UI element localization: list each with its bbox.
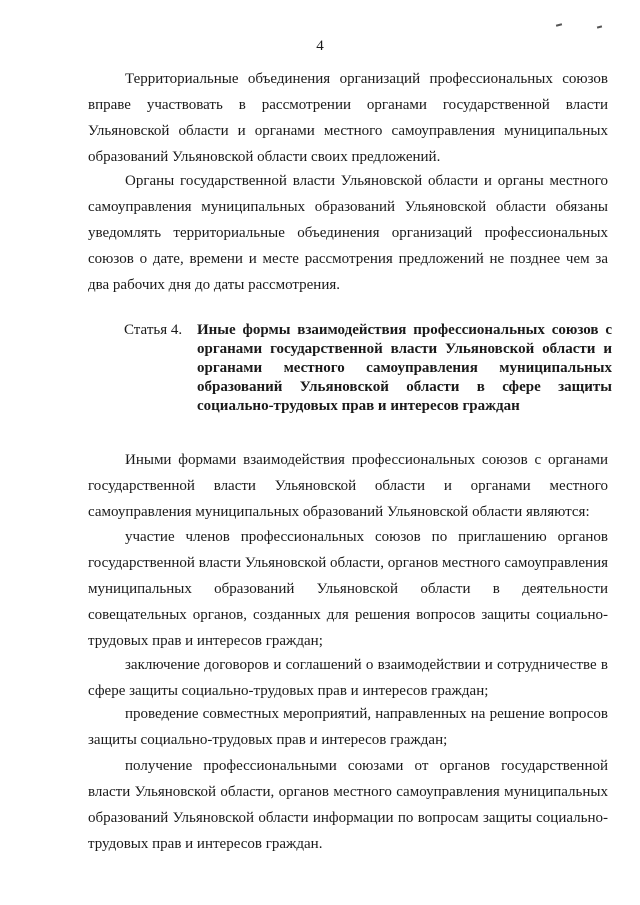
list-item-4: получение профессиональными союзами от органов государственной власти Ульяновской области, органов местного самоуправления муниципальных образований Ульяновской области информации по вопросам защиты социально-трудовых прав и интересов граждан. bbox=[88, 758, 608, 852]
paragraph-3: Иными формами взаимодействия профессиональных союзов с органами государственной власти Ульяновской области и органами местного самоуправления муниципальных образований Ульяновской области являются: bbox=[88, 452, 608, 520]
list-item-1: участие членов профессиональных союзов по приглашению органов государственной власти Ульяновской области, органов местного самоуправления муниципальных образований Ульяновской области в деятельности совещательных органов, созданных для решения вопросов защиты социально-трудовых прав и интересов граждан; bbox=[88, 529, 608, 649]
article-title: Иные формы взаимодействия профессиональных союзов с органами государственной власти Ульяновской области и органами местного самоуправления муниципальных образований Ульяновской области в сфере защиты социально-трудовых прав и интересов граждан bbox=[197, 322, 612, 414]
article-label: Статья 4. bbox=[124, 322, 183, 338]
list-item-2: заключение договоров и соглашений о взаимодействии и сотрудничестве в сфере защиты социально-трудовых прав и интересов граждан; bbox=[88, 657, 608, 699]
scan-mark bbox=[597, 25, 602, 28]
scan-mark bbox=[556, 23, 562, 26]
page-number: 4 bbox=[316, 38, 324, 54]
list-item-3: проведение совместных мероприятий, направленных на решение вопросов защиты социально-трудовых прав и интересов граждан; bbox=[88, 706, 608, 748]
paragraph-2: Органы государственной власти Ульяновской области и органы местного самоуправления муниципальных образований Ульяновской области обязаны уведомлять территориальные объединения организаций профессиональных союзов о дате, времени и месте рассмотрения предложений не позднее чем за два рабочих дня до даты рассмотрения. bbox=[88, 173, 608, 293]
paragraph-1: Территориальные объединения организаций профессиональных союзов вправе участвовать в рассмотрении органами государственной власти Ульяновской области и органами местного самоуправления муниципальных образований Ульяновской области своих предложений. bbox=[88, 71, 608, 165]
